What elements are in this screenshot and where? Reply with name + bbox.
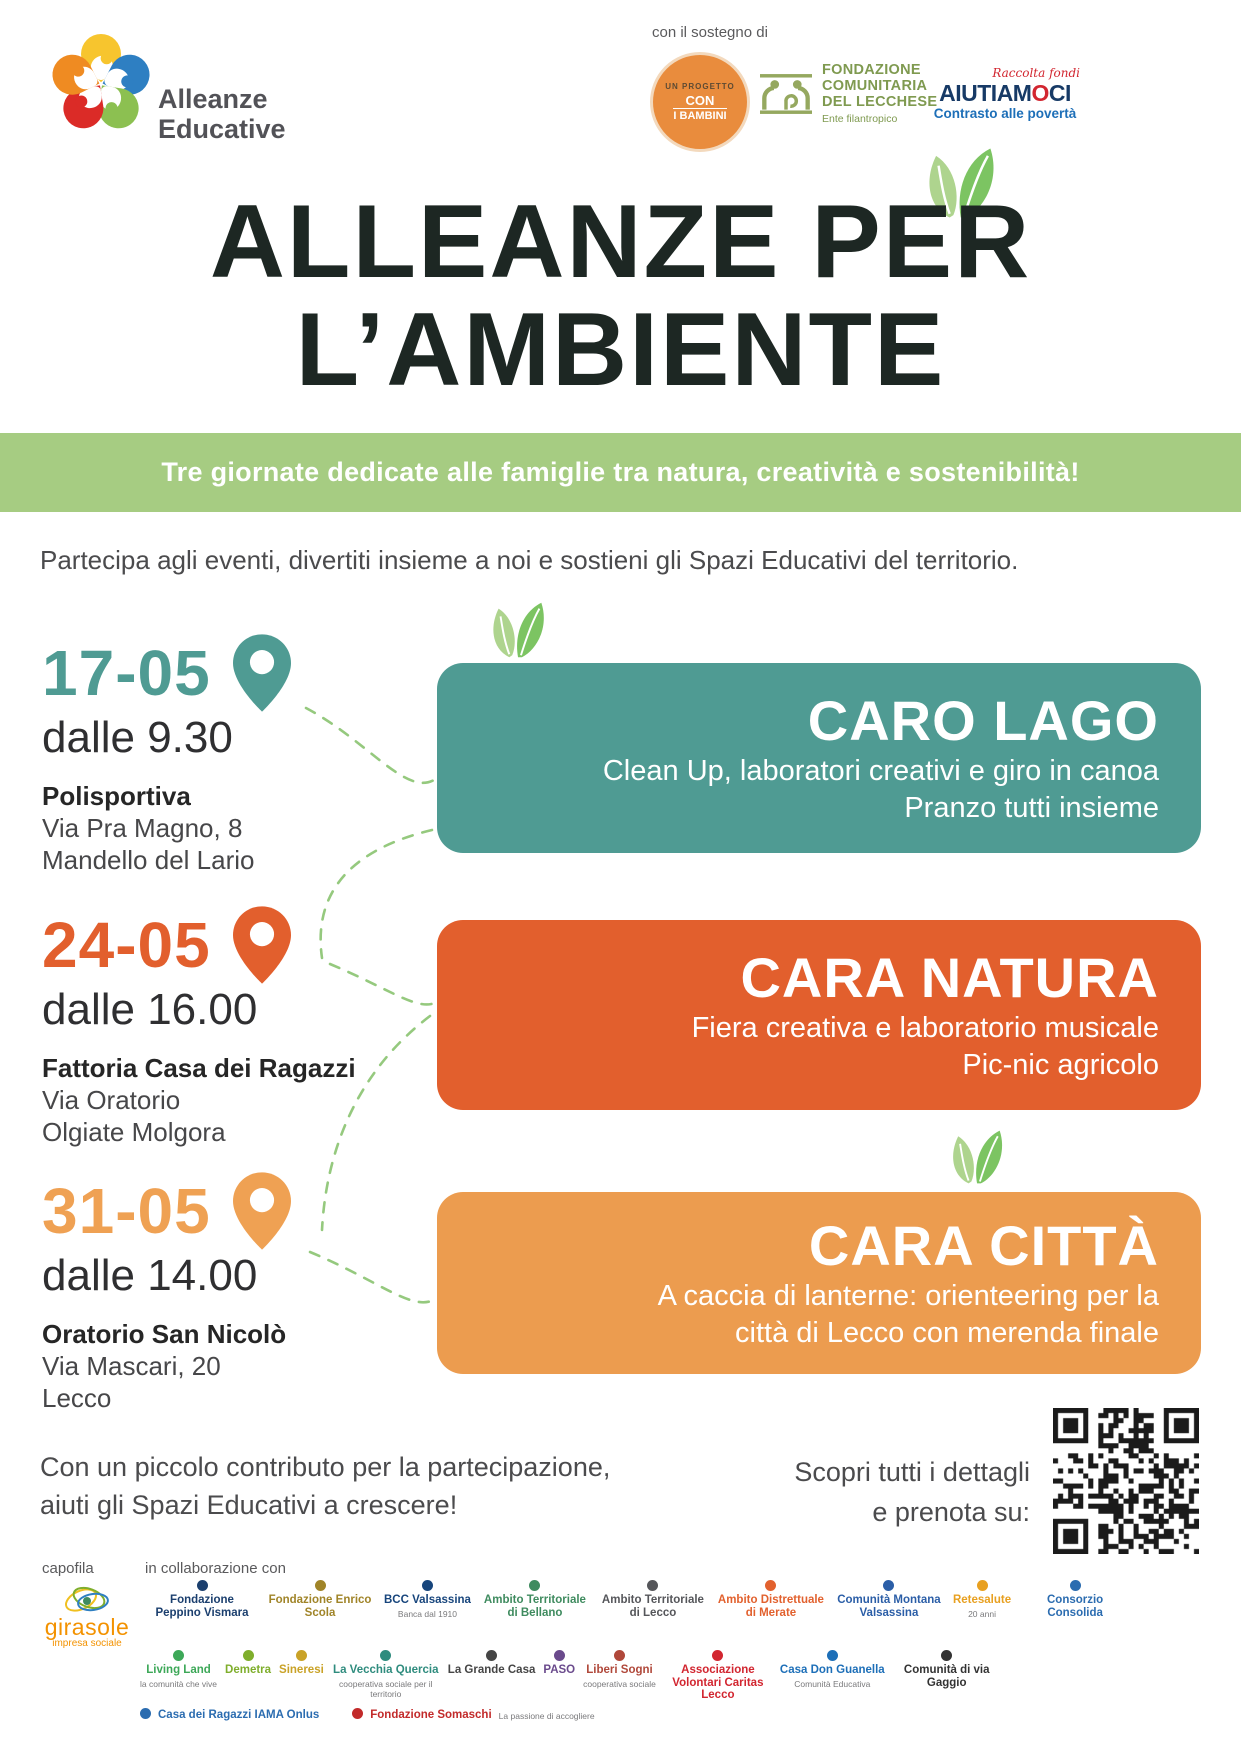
event-2-venue: Fattoria Casa dei Ragazzi: [42, 1053, 356, 1083]
location-pin-icon: [233, 906, 291, 984]
card-desc: Pranzo tutti insieme: [904, 792, 1159, 824]
partner-logo: Ambito Territoriale di Bellano: [481, 1580, 589, 1621]
partner-logo: Fondazione Peppino Vismara: [148, 1580, 256, 1621]
event-card-cara-natura: [437, 920, 1201, 1110]
partner-logo: Comunità di via Gaggio: [893, 1650, 1001, 1691]
partner-logo: La Grande Casa: [448, 1650, 536, 1679]
partner-logo: Fondazione Somaschi La passione di accogliere: [352, 1708, 594, 1722]
partner-mark-icon: [827, 1650, 838, 1661]
partner-mark-icon: [422, 1580, 433, 1591]
event-1-venue: Polisportiva: [42, 781, 191, 811]
partner-mark-icon: [529, 1580, 540, 1591]
partner-mark-icon: [315, 1580, 326, 1591]
leaf-icon: [945, 1124, 1011, 1190]
partner-mark-icon: [140, 1708, 151, 1719]
con-i-bambini-logo: UN PROGETTO CON I BAMBINI: [650, 52, 750, 152]
event-3-date: 31-05: [42, 1175, 211, 1247]
partner-mark-icon: [173, 1650, 184, 1661]
event-3-time: dalle 14.00: [42, 1251, 258, 1300]
booking-text: Scopri tutti i dettagli e prenota su:: [794, 1457, 1030, 1527]
poster-title: ALLEANZE PER L’AMBIENTE: [209, 184, 1032, 408]
partner-mark-icon: [977, 1580, 988, 1591]
partner-mark-icon: [941, 1650, 952, 1661]
event-2-address: Via Oratorio: [42, 1085, 181, 1115]
partner-logo: Ambito Distrettuale di Merate: [717, 1580, 825, 1621]
card-title: CARA NATURA: [740, 946, 1159, 1009]
leaf-icon: [485, 596, 553, 664]
partners-row-1: [148, 1580, 1218, 1621]
event-3-address: Via Mascari, 20: [42, 1351, 221, 1381]
event-3-info: [42, 1175, 422, 1414]
card-title: CARO LAGO: [807, 689, 1159, 752]
partner-logo: Ambito Territoriale di Lecco: [599, 1580, 707, 1621]
event-2-city: Olgiate Molgora: [42, 1117, 226, 1147]
partner-mark-icon: [1070, 1580, 1081, 1591]
fondazione-comunitaria-lecchese-logo: FONDAZIONE COMUNITARIA DEL LECCHESE Ente filantropico: [760, 62, 937, 125]
event-3-city: Lecco: [42, 1383, 112, 1413]
event-2-info: [42, 909, 422, 1148]
partner-logo: Sineresi: [279, 1650, 324, 1679]
contribution-text: Con un piccolo contributo per la partecipazione, aiuti gli Spazi Educativi a crescere!: [40, 1452, 611, 1520]
location-pin-icon: [233, 634, 291, 712]
partner-mark-icon: [883, 1580, 894, 1591]
card-desc: Pic-nic agricolo: [962, 1049, 1159, 1081]
partner-logo: BCC Valsassina Banca dal 1910: [384, 1580, 471, 1619]
partner-logo: Comunità Montana Valsassina: [835, 1580, 943, 1621]
aiutiamoci-logo: Raccolta fondi AIUTIAMOCI Contrasto alle povertà: [933, 66, 1080, 121]
partner-mark-icon: [647, 1580, 658, 1591]
partner-mark-icon: [296, 1650, 307, 1661]
partners-row-2: [140, 1650, 1225, 1704]
partner-mark-icon: [712, 1650, 723, 1661]
event-1-time: dalle 9.30: [42, 713, 233, 762]
partner-logo: La Vecchia Quercia cooperativa sociale per il territorio: [332, 1650, 440, 1699]
partner-logo: Liberi Sogni cooperativa sociale: [583, 1650, 656, 1689]
event-1-info: [42, 637, 422, 876]
partner-logo: Fondazione Enrico Scola: [266, 1580, 374, 1621]
girasole-logo: girasole impresa sociale: [32, 1586, 142, 1649]
event-1-city: Mandello del Lario: [42, 845, 255, 875]
event-2-time: dalle 16.00: [42, 985, 258, 1034]
qr-code: [1053, 1408, 1199, 1554]
event-3-venue: Oratorio San Nicolò: [42, 1319, 287, 1349]
partner-logo: Demetra: [225, 1650, 271, 1679]
girasole-ellipses-icon: [57, 1586, 117, 1616]
community-arches-icon: [760, 71, 812, 117]
event-card-cara-citta: [437, 1192, 1201, 1374]
card-desc: Fiera creativa e laboratorio musicale: [691, 1012, 1159, 1044]
card-desc: città di Lecco con merenda finale: [735, 1317, 1159, 1349]
subtitle-banner: [0, 433, 1241, 512]
partner-logo: PASO: [543, 1650, 575, 1679]
partner-logo: Retesalute 20 anni: [953, 1580, 1011, 1619]
partner-logo: Casa dei Ragazzi IAMA Onlus: [140, 1708, 326, 1722]
brand-name: Alleanze Educative: [158, 84, 286, 144]
intro-text: Partecipa agli eventi, divertiti insieme a noi e sostieni gli Spazi Educativi del territorio.: [40, 545, 1019, 575]
alleanze-educative-logo-icon: [46, 18, 156, 138]
collaboration-label: in collaborazione con: [145, 1560, 286, 1577]
event-1-address: Via Pra Magno, 8: [42, 813, 243, 843]
partner-mark-icon: [765, 1580, 776, 1591]
partner-logo: Living Land la comunità che vive: [140, 1650, 217, 1689]
card-title: CARA CITTÀ: [808, 1214, 1159, 1277]
partner-mark-icon: [197, 1580, 208, 1591]
card-desc: A caccia di lanterne: orienteering per la: [657, 1280, 1159, 1312]
event-1-date: 17-05: [42, 637, 211, 709]
location-pin-icon: [233, 1172, 291, 1250]
partner-mark-icon: [486, 1650, 497, 1661]
partner-mark-icon: [554, 1650, 565, 1661]
partner-logo: Associazione Volontari Caritas Lecco: [664, 1650, 772, 1704]
partner-mark-icon: [243, 1650, 254, 1661]
partner-mark-icon: [380, 1650, 391, 1661]
partner-logo: Consorzio Consolida: [1021, 1580, 1129, 1621]
partner-logo: Casa Don Guanella Comunità Educativa: [780, 1650, 885, 1689]
card-desc: Clean Up, laboratori creativi e giro in canoa: [602, 755, 1159, 787]
support-label: con il sostegno di: [652, 24, 768, 41]
event-card-caro-lago: [437, 663, 1201, 853]
partner-mark-icon: [352, 1708, 363, 1719]
subtitle-text: Tre giornate dedicate alle famiglie tra natura, creatività e sostenibilità!: [161, 457, 1080, 487]
capofila-label: capofila: [42, 1560, 94, 1577]
partner-mark-icon: [614, 1650, 625, 1661]
partners-row-3: [140, 1708, 595, 1722]
event-2-date: 24-05: [42, 909, 211, 981]
